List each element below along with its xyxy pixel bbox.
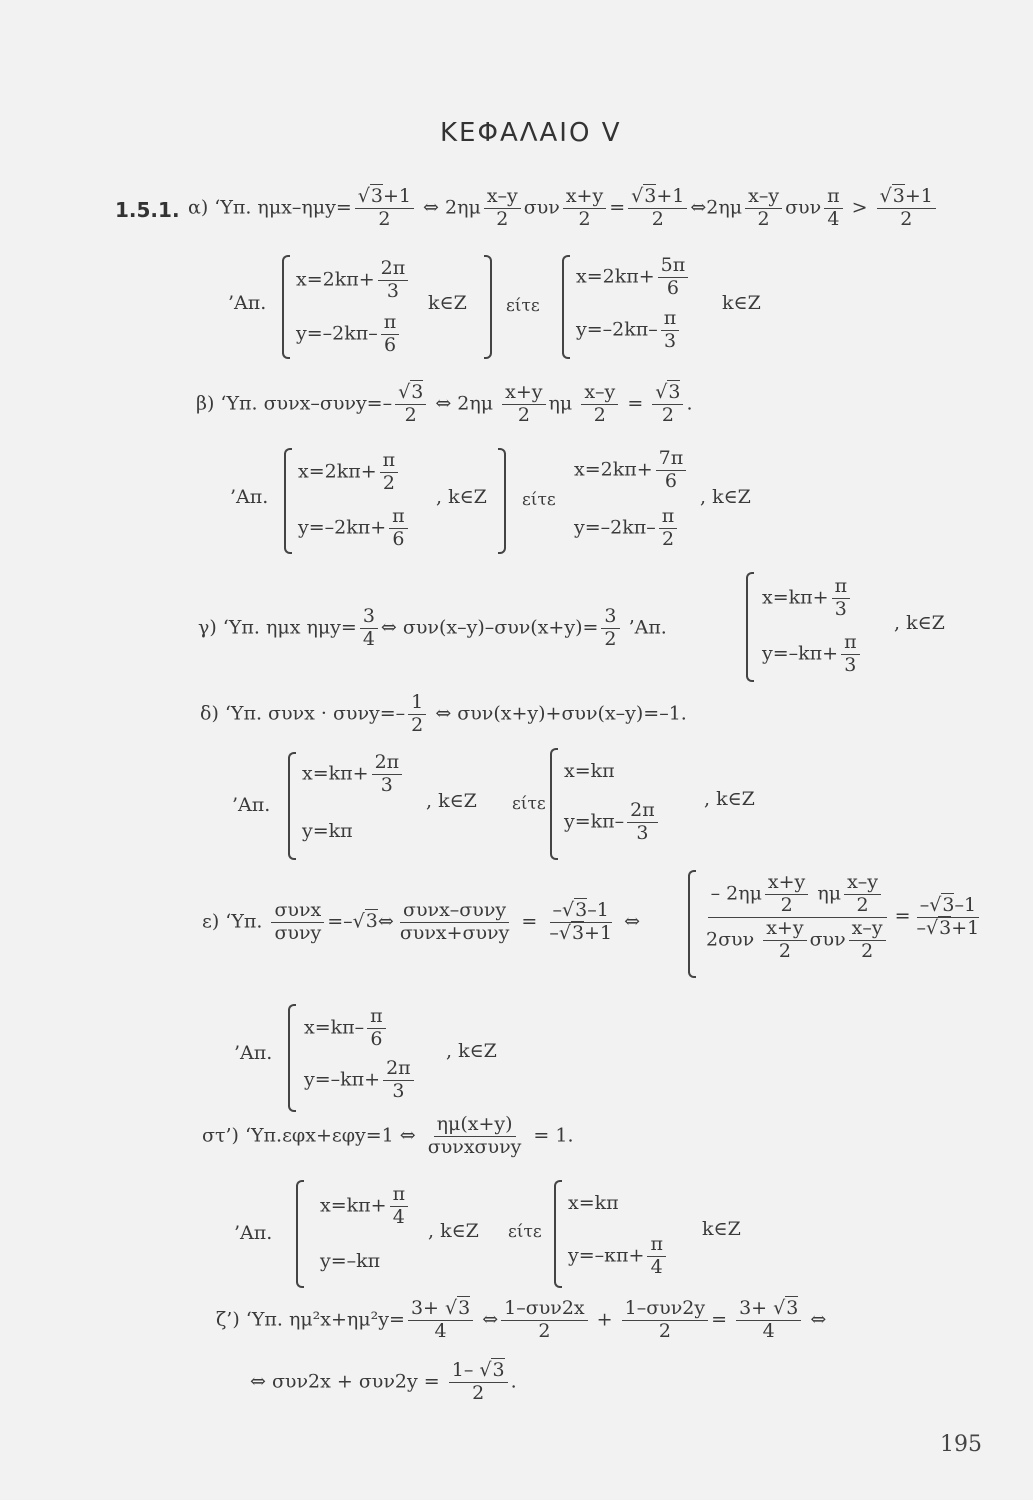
part-g-hypothesis: ζ’) ‘Υπ. ημ²x+ημ²y= $\frac{3+ √3}{4}$ ⇔ $\frac{\text{1–συν2x}}{2}$ + $\frac{\text{1–συν2y}}{2}$ = $\frac{3+ √3}{4}$ ⇔ xyxy=(216,1297,827,1342)
part-e-answer-label: ’Απ. xyxy=(234,1042,273,1064)
part-a-answer-label: ’Απ. xyxy=(228,292,267,314)
part-f-sol1-y: y=–kπ xyxy=(320,1250,381,1272)
part-f-hypothesis: στ’) ‘Υπ.εφx+εφy=1 ⇔ $\frac{\eta\mu(x+y)}{\text{συνxσυνy}}$ = 1. xyxy=(202,1113,574,1158)
part-a-hypothesis: α) ‘Υπ. ημx–ημy= $\frac{√3+1}{2}$ ⇔ 2ημ $\frac{x-y}{2}$ συν $\frac{x+y}{2}$ = $\frac{√3+1}{2}$ ⇔2ημ $\frac{x-y}{2}$ συν $\frac{\pi}{4}$ > $\frac{√3+1}{2}$ xyxy=(188,186,939,231)
part-e-k: , k∈Z xyxy=(446,1040,497,1062)
part-e-sol-x: x=kπ– $\frac{\pi}{6}$ xyxy=(304,1006,389,1051)
part-d-sol1-x: x=kπ+ $\frac{2\pi}{3}$ xyxy=(302,752,405,797)
part-b-sol1-x: x=2kπ+ $\frac{\pi}{2}$ xyxy=(298,450,401,495)
part-e-hypothesis: ε) ‘Υπ. $\frac{\text{συνx}}{\text{συνy}}$ =–√3⇔ $\frac{\text{συνx–συνy}}{\text{συνx+συνy}}$ = $\frac{-√3-1}{-√3+1}$ ⇔ xyxy=(202,899,641,944)
part-b-sep: είτε xyxy=(522,490,556,510)
part-a-k1: k∈Z xyxy=(428,292,467,314)
part-d-answer-label: ’Απ. xyxy=(232,794,271,816)
part-f-k2: k∈Z xyxy=(702,1218,741,1240)
part-c-hypothesis: γ) ‘Υπ. ημx ημy= $\frac{3}{4}$ ⇔ συν(x–y)–συν(x+y)= $\frac{3}{2}$ ’Απ. xyxy=(198,605,667,650)
part-a-k2: k∈Z xyxy=(722,292,761,314)
page-number: 195 xyxy=(940,1432,982,1457)
part-b-sol2-y: y=–2kπ– $\frac{\pi}{2}$ xyxy=(574,506,680,551)
part-f-sol2-x: x=kπ xyxy=(568,1192,619,1214)
part-b-hypothesis: β) ‘Υπ. συνx–συνy=– $\frac{√3}{2}$ ⇔ 2ημ $\frac{x+y}{2}$ ημ $\frac{x-y}{2}$ = $\frac{√3}{2}$ . xyxy=(196,381,693,426)
part-a-sol1-x: x=2kπ+ $\frac{2\pi}{3}$ xyxy=(296,258,411,303)
part-b-k2: , k∈Z xyxy=(700,486,751,508)
part-f-sol2-y: y=–κπ+ $\frac{\pi}{4}$ xyxy=(568,1234,669,1279)
part-b-k1: , k∈Z xyxy=(436,486,487,508)
part-b-sol2-x: x=2kπ+ $\frac{7\pi}{6}$ xyxy=(574,448,689,493)
part-d-sol2-x: x=kπ xyxy=(564,760,615,782)
chapter-title: ΚΕΦΑΛΑΙΟ V xyxy=(440,118,622,148)
part-f-sep: είτε xyxy=(508,1222,542,1242)
part-e-sol-y: y=–kπ+ $\frac{2\pi}{3}$ xyxy=(304,1058,417,1103)
part-f-answer-label: ’Απ. xyxy=(234,1222,273,1244)
part-d-k2: , k∈Z xyxy=(704,788,755,810)
part-d-hypothesis: δ) ‘Υπ. συνx · συνy=– $\frac{1}{2}$ ⇔ συν(x+y)+συν(x–y)=–1. xyxy=(200,691,687,736)
part-d-sol2-y: y=kπ– $\frac{2\pi}{3}$ xyxy=(564,800,661,845)
part-c-k: , k∈Z xyxy=(894,612,945,634)
part-b-sol1-y: y=–2kπ+ $\frac{\pi}{6}$ xyxy=(298,506,411,551)
part-a-sep: είτε xyxy=(506,296,540,316)
part-e-big-fraction: – 2ημ $\frac{x+y}{2}$ ημ $\frac{x-y}{2}$ 2συν $\frac{x+y}{2}$ συν $\frac{x-y}{2}$ = $\frac{-√3-1}{-√3+1}$ xyxy=(706,871,980,962)
part-d-k1: , k∈Z xyxy=(426,790,477,812)
part-b-answer-label: ’Απ. xyxy=(230,486,269,508)
part-c-sol-x: x=kπ+ $\frac{\pi}{3}$ xyxy=(762,576,853,621)
part-a-sol2-x: x=2kπ+ $\frac{5\pi}{6}$ xyxy=(576,255,691,300)
part-g-line2: ⇔ συν2x + συν2y = $\frac{1- √3}{2}$ . xyxy=(250,1359,517,1404)
part-f-sol1-x: x=kπ+ $\frac{\pi}{4}$ xyxy=(320,1184,411,1229)
part-a-sol2-y: y=–2kπ– $\frac{\pi}{3}$ xyxy=(576,308,682,353)
part-d-sol1-y: y=kπ xyxy=(302,820,353,842)
part-f-k1: , k∈Z xyxy=(428,1220,479,1242)
part-a-sol1-y: y=–2kπ– $\frac{\pi}{6}$ xyxy=(296,312,402,357)
section-number: 1.5.1. xyxy=(115,198,180,222)
part-c-sol-y: y=–kπ+ $\frac{\pi}{3}$ xyxy=(762,632,863,677)
part-d-sep: είτε xyxy=(512,794,546,814)
